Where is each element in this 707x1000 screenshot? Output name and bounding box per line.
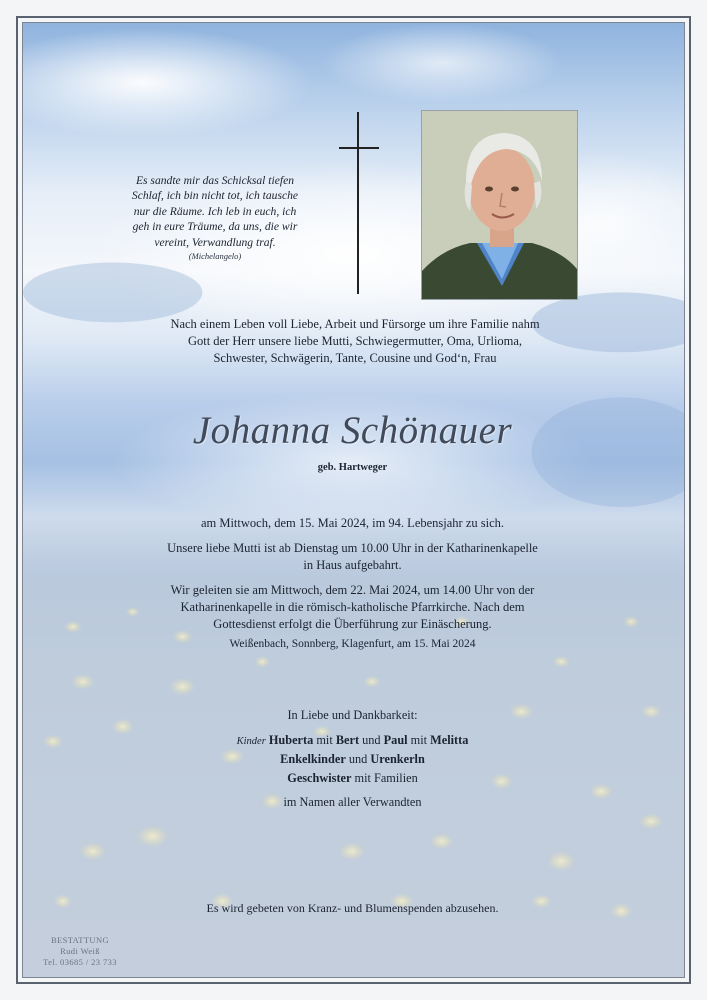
children-label: Kinder [236, 736, 266, 747]
child-name: Bert [335, 733, 360, 747]
child-name: Melitta [430, 733, 469, 747]
mourners-siblings [110, 771, 595, 786]
undertaker-stamp [38, 935, 122, 967]
funeral-line: Gottesdienst erfolgt die Überführung zur Einäscherung. [213, 617, 492, 631]
intro-line: Nach einem Leben voll Liebe, Arbeit und Fürsorge um ihre Familie nahm [170, 317, 540, 331]
mourners-grandchildren [110, 752, 595, 767]
mourners-children [110, 733, 595, 748]
intro-text [120, 316, 590, 368]
intro-line: Schwester, Schwägerin, Tante, Cousine und God‘n, Frau [213, 351, 497, 366]
mourners-heading: In Liebe und Dankbarkeit: [287, 708, 418, 722]
undertaker-line: BESTATTUNG [50, 935, 110, 945]
undertaker-line: Tel. 03685 / 23 733 [43, 956, 117, 967]
child-name: Paul [383, 733, 408, 747]
intro-line: Gott der Herr unsere liebe Mutti, Schwiegermutter, Oma, Urlioma, [187, 334, 523, 349]
child-name: Huberta [268, 733, 314, 747]
quote-source: (Michelangelo) [188, 251, 242, 261]
laid-out-notice [110, 540, 595, 574]
quote-line: vereint, Verwandlung traf. [154, 235, 276, 249]
sky-and-meadow-background [23, 23, 684, 977]
portrait-photo [421, 110, 578, 300]
background-panel [22, 22, 685, 978]
quote-line: Schlaf, ich bin nicht tot, ich tausche [131, 189, 299, 203]
siblings-suffix: mit Familien [354, 771, 418, 785]
cross-symbol-bar [339, 147, 379, 149]
siblings-label: Geschwister [287, 771, 352, 785]
connector-word: und [362, 733, 381, 747]
quote-line: Es sandte mir das Schicksal tiefen [135, 174, 295, 187]
quote-line: nur die Räume. Ich leb in euch, ich [133, 204, 297, 218]
funeral-notice [110, 582, 595, 633]
maiden-name: geb. Hartweger [317, 462, 388, 473]
mourners-relatives: im Namen aller Verwandten [283, 795, 422, 809]
laid-out-line: Unsere liebe Mutti ist ab Dienstag um 10.00 Uhr in der Katharinenkapelle [167, 541, 538, 555]
funeral-line: Wir geleiten sie am Mittwoch, dem 22. Mai 2024, um 14.00 Uhr von der [170, 583, 535, 597]
connector-word: und [348, 752, 368, 766]
closing-request: Es wird gebeten von Kranz- und Blumenspenden abzusehen. [206, 901, 499, 915]
connector-word: mit [316, 733, 333, 747]
great-grandchildren-label: Urenkerln [370, 752, 425, 766]
laid-out-line: in Haus aufgebahrt. [303, 558, 402, 572]
memorial-quote [122, 173, 308, 250]
quote-line: geh in eure Träume, da uns, die wir [132, 220, 298, 234]
place-and-date: Weißenbach, Sonnberg, Klagenfurt, am 15. Mai 2024 [229, 638, 476, 650]
funeral-line: Katharinenkapelle in die römisch-katholische Pfarrkirche. Nach dem [180, 600, 525, 614]
death-notice: am Mittwoch, dem 15. Mai 2024, im 94. Lebensjahr zu sich. [200, 516, 505, 530]
grandchildren-label: Enkelkinder [280, 752, 346, 766]
connector-word: mit [410, 733, 428, 747]
undertaker-line: Rudi Weiß [60, 945, 100, 956]
deceased-name: Johanna Schönauer [192, 409, 513, 452]
cross-symbol [357, 112, 359, 294]
portrait-illustration [422, 111, 577, 299]
